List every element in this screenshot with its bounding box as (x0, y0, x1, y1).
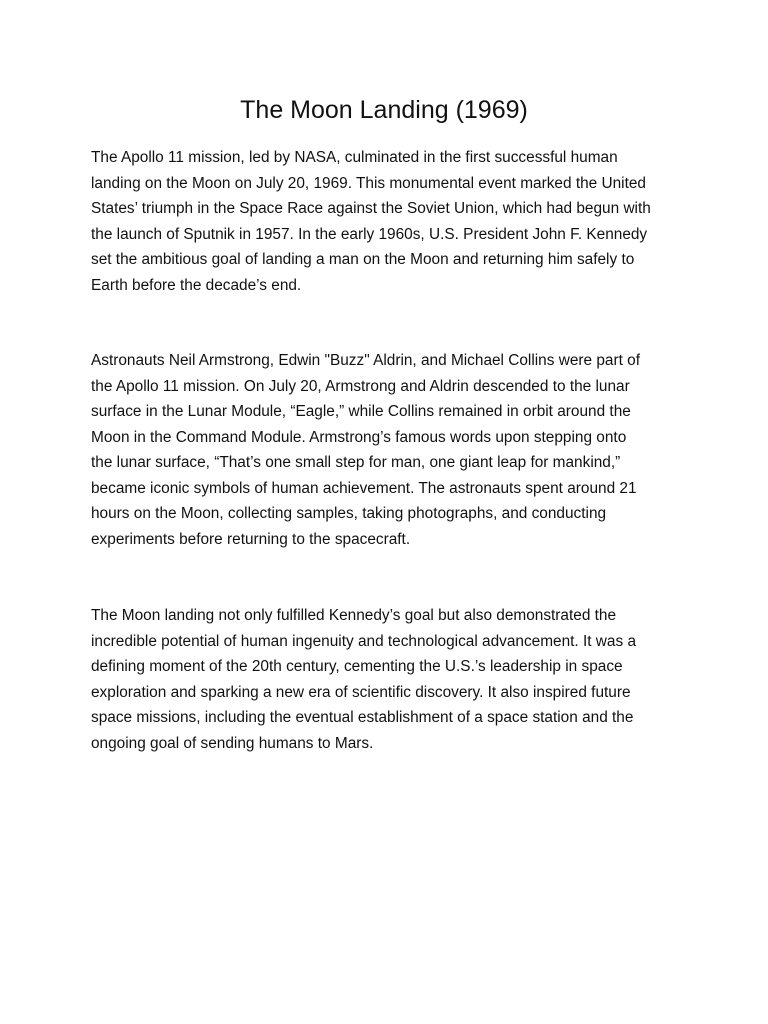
paragraph-line: the Apollo 11 mission. On July 20, Armstrong and Aldrin descended to the lunar (91, 377, 630, 395)
paragraph-line: set the ambitious goal of landing a man on the Moon and returning him safely to (91, 251, 635, 268)
paragraph-line: the lunar surface, “That’s one small step for man, one giant leap for mankind,” (91, 454, 621, 471)
paragraph-line: surface in the Lunar Module, “Eagle,” while Collins remained in orbit around the (91, 403, 631, 420)
paragraph-line: ongoing goal of sending humans to Mars. (91, 734, 374, 752)
paragraph-line: Astronauts Neil Armstrong, Edwin "Buzz" Aldrin, and Michael Collins were part of (91, 352, 640, 369)
paragraph-line: space missions, including the eventual establishment of a space station and the (91, 709, 634, 726)
paragraph-line: Earth before the decade’s end. (91, 276, 302, 294)
paragraph-apollo-mission (91, 145, 691, 298)
paragraph-line: hours on the Moon, collecting samples, taking photographs, and conducting (91, 505, 607, 522)
paragraph-line: incredible potential of human ingenuity and technological advancement. It was a (91, 632, 637, 650)
paragraph-line: Moon in the Command Module. Armstrong’s famous words upon stepping onto (91, 428, 627, 446)
document-title: The Moon Landing (1969) (240, 96, 528, 124)
paragraph-line: exploration and sparking a new era of scientific discovery. It also inspired future (91, 683, 631, 701)
paragraph-line: landing on the Moon on July 20, 1969. This monumental event marked the United (91, 174, 646, 192)
paragraph-line: experiments before returning to the spacecraft. (91, 530, 411, 548)
paragraph-line: The Moon landing not only fulfilled Kennedy’s goal but also demonstrated the (91, 607, 617, 624)
paragraph-line: became iconic symbols of human achievement. The astronauts spent around 21 (91, 479, 637, 497)
paragraph-line: the launch of Sputnik in 1957. In the early 1960s, U.S. President John F. Kennedy (91, 225, 648, 243)
paragraph-line: States’ triumph in the Space Race against the Soviet Union, which had begun with (91, 200, 651, 217)
paragraph-line: The Apollo 11 mission, led by NASA, culminated in the first successful human (91, 149, 618, 166)
paragraph-astronauts (91, 348, 691, 552)
paragraph-line: defining moment of the 20th century, cementing the U.S.’s leadership in space (91, 658, 623, 675)
paragraph-legacy (91, 603, 691, 756)
